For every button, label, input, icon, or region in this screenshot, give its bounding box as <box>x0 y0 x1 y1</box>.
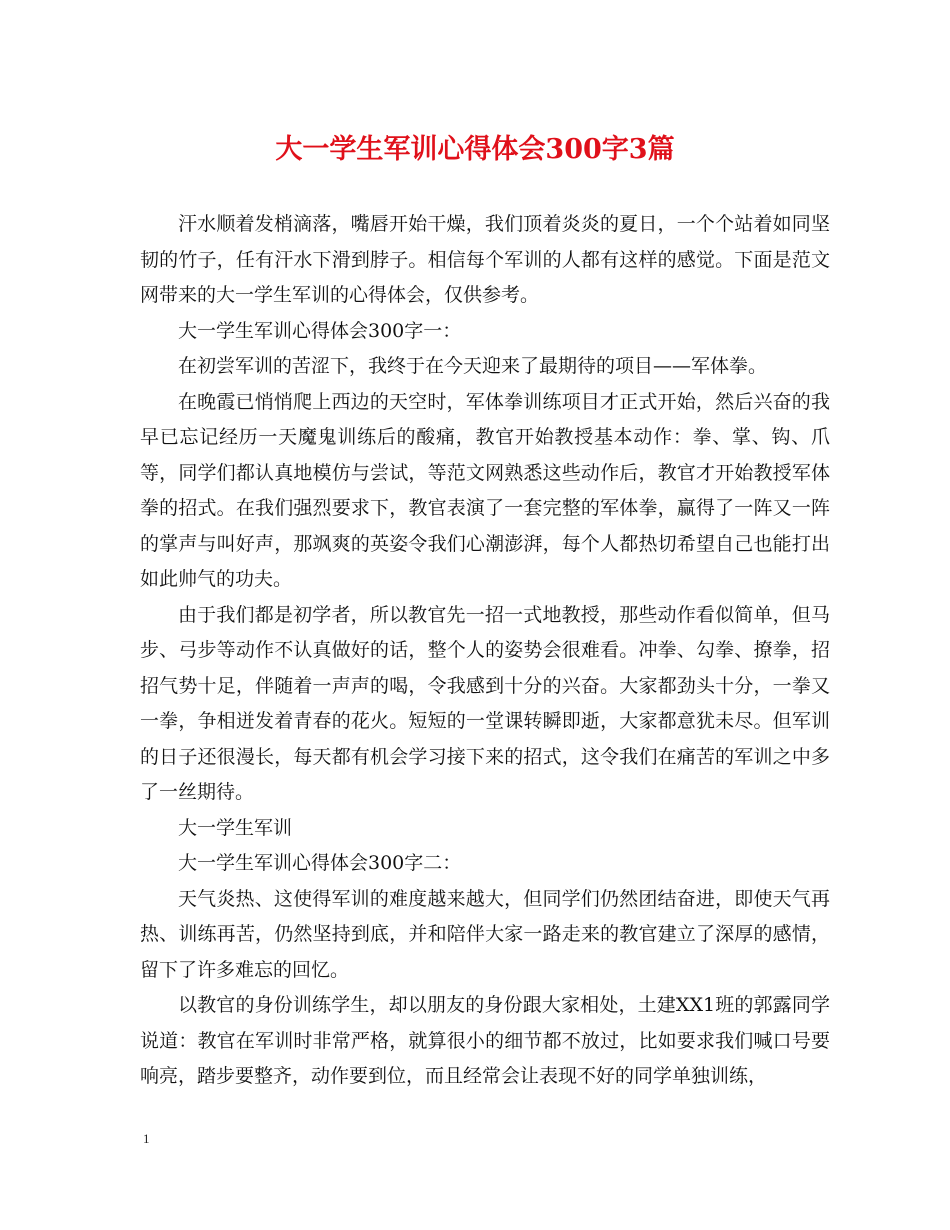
body-paragraph: 在初尝军训的苦涩下，我终于在今天迎来了最期待的项目——军体拳。 <box>178 355 768 377</box>
body-paragraph: 在晚霞已悄悄爬上西边的天空时，军体拳训练项目才正式开始，然后兴奋的我早已忘记经历一天魔鬼训练后的酸痛，教官开始教授基本动作：拳、掌、钩、爪等，同学们都认真地模仿与尝试，等范文网熟悉这些动作后，教官才开始教授军体拳的招式。在我们强烈要求下，教官表演了一套完整的军体拳，赢得了一阵又一阵的掌声与叫好声，那飒爽的英姿令我们心潮澎湃，每个人都热切希望自己也能打出如此帅气的功夫。 <box>140 390 830 590</box>
body-paragraph: 以教官的身份训练学生，却以朋友的身份跟大家相处，土建XX1班的郭露同学说道：教官在军训时非常严格，就算很小的细节都不放过，比如要求我们喊口号要响亮，踏步要整齐，动作要到位，而且经常会让表现不好的同学单独训练， <box>140 994 830 1087</box>
subheading: 大一学生军训 <box>178 816 293 839</box>
document-body <box>140 207 830 1095</box>
section-heading-two: 大一学生军训心得体会300字二： <box>178 852 462 874</box>
section-heading-one: 大一学生军训心得体会300字一： <box>178 319 462 342</box>
body-paragraph: 天气炎热、这使得军训的难度越来越大，但同学们仍然团结奋进，即使天气再热、训练再苦，仍然坚持到底，并和陪伴大家一路走来的教官建立了深厚的感情，留下了许多难忘的回忆。 <box>140 887 830 981</box>
document-title: 大一学生军训心得体会300字3篇 <box>275 134 675 165</box>
body-paragraph: 由于我们都是初学者，所以教官先一招一式地教授，那些动作看似简单，但马步、弓步等动作不认真做好的话，整个人的姿势会很难看。冲拳、勾拳、撩拳，招招气势十足，伴随着一声声的喝，令我感到十分的兴奋。大家都劲头十分，一拳又一拳，争相迸发着青春的花火。短短的一堂课转瞬即逝，大家都意犹未尽。但军训的日子还很漫长，每天都有机会学习接下来的招式，这令我们在痛苦的军训之中多了一丝期待。 <box>140 603 830 803</box>
intro-paragraph: 汗水顺着发梢滴落，嘴唇开始干燥，我们顶着炎炎的夏日，一个个站着如同坚韧的竹子，任有汗水下滑到脖子。相信每个军训的人都有这样的感觉。下面是范文网带来的大一学生军训的心得体会，仅供参考。 <box>140 213 830 306</box>
page-number: 1 <box>143 1131 150 1146</box>
